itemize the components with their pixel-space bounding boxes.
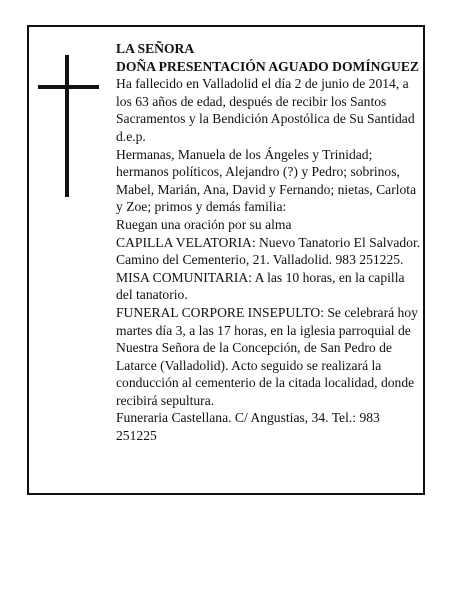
obituary-text <box>116 40 422 445</box>
family-list: Hermanas, Manuela de los Ángeles y Trinidad; hermanos políticos, Alejandro (?) y Pedro; sobrinos, Mabel, Marián, Ana, David y Fernando; nietas, Carlota y Zoe; primos y demás familia: <box>116 146 417 215</box>
funeral-home-info: Funeraria Castellana. C/ Angustias, 34. Tel.: 983 251225 <box>116 410 380 444</box>
funeral-info: FUNERAL CORPORE INSEPULTO: Se celebrará hoy martes día 3, a las 17 horas, en la iglesia parroquial de Nuestra Señora de la Concepción, de San Pedro de Latarce (Valladolid). Acto seguido se realizará la conducción al cementerio de la citada localidad, donde recibirá sepultura. <box>116 304 418 408</box>
community-mass-info: MISA COMUNITARIA: A las 10 horas, en la capilla del tanatorio. <box>116 269 405 303</box>
cross-horizontal-bar <box>38 85 99 89</box>
death-announcement: Ha fallecido en Valladolid el día 2 de junio de 2014, a los 63 años de edad, después de recibir los Santos Sacramentos y la Bendición Apostólica de Su Santidad d.e.p. <box>116 76 415 144</box>
cross-vertical-bar <box>65 55 69 197</box>
wake-chapel-info: CAPILLA VELATORIA: Nuevo Tanatorio El Salvador. Camino del Cementerio, 21. Valladolid. 983 251225. <box>116 234 421 268</box>
deceased-name: DOÑA PRESENTACIÓN AGUADO DOMÍNGUEZ <box>116 58 419 74</box>
cross-icon <box>38 55 99 197</box>
obituary-notice <box>27 25 425 495</box>
heading-title: LA SEÑORA <box>116 41 195 56</box>
prayer-request: Ruegan una oración por su alma <box>116 216 292 232</box>
